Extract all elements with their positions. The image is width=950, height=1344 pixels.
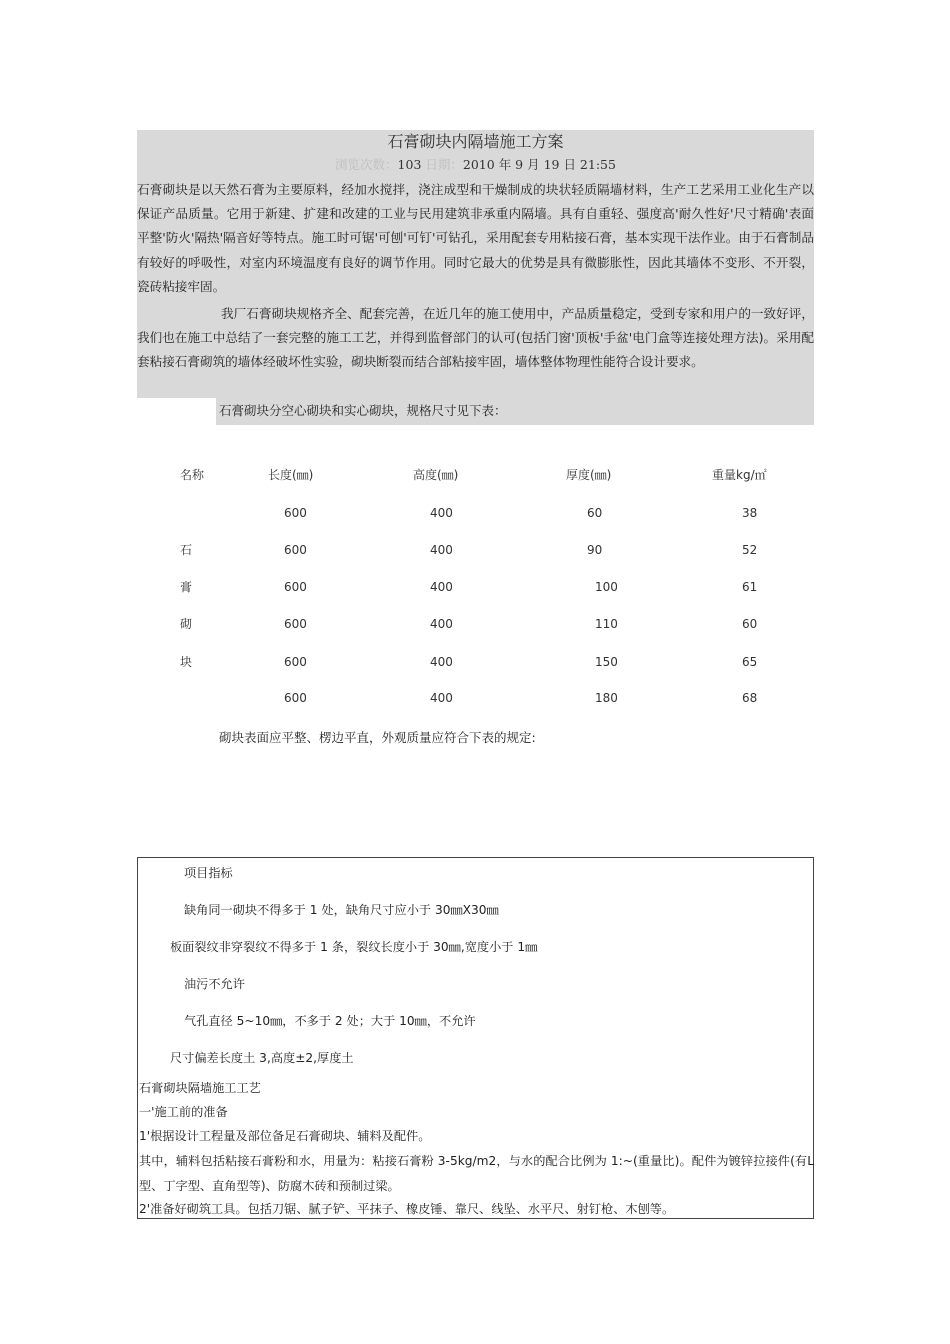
views-label: 浏览次数： — [335, 157, 398, 172]
spec-intro: 石膏砌块分空心砌块和实心砌块，规格尺寸见下表： — [219, 403, 507, 418]
quality-header: 项目指标 — [184, 866, 233, 880]
table-cell: 400 — [430, 543, 453, 557]
table-cell: 60 — [742, 617, 758, 631]
table-cell: 90 — [587, 543, 603, 557]
table-cell: 400 — [430, 655, 453, 669]
surface-note: 砌块表面应平整、楞边平直，外观质量应符合下表的规定: — [219, 730, 536, 745]
table-cell: 600 — [284, 506, 307, 520]
date-label: 日期： — [425, 157, 463, 172]
quality-box — [137, 857, 814, 1219]
table-cell: 65 — [742, 655, 758, 669]
name-char: 石 — [180, 543, 193, 557]
quality-item: 油污不允许 — [184, 977, 245, 991]
table-cell: 600 — [284, 580, 307, 594]
article-meta — [137, 156, 814, 174]
table-cell: 38 — [742, 506, 758, 520]
table-header-thickness: 厚度(㎜) — [566, 468, 612, 482]
table-cell: 52 — [742, 543, 758, 557]
name-char: 膏 — [180, 580, 193, 594]
table-cell: 600 — [284, 655, 307, 669]
name-char: 块 — [180, 655, 193, 669]
intro-paragraph: 石膏砌块是以天然石膏为主要原料，经加水搅拌，浇注成型和干燥制成的块状轻质隔墙材料，生产工艺采用工业化生产以保证产品质量。它用于新建、扩建和改建的工业与民用建筑非承重内隔墙。具有自重轻、强度高'耐久性好'尺寸精确'表面平整'防火'隔热'隔音好等特点。施工时可锯'可刨'可钉'可钻孔，采用配套专用粘接石膏，基本实现干法作业。由于石膏制品有较好的呼吸性，对室内环境温度有良好的调节作用。同时它最大的优势是具有微膨胀性，因此其墙体不变形、不开裂，瓷砖粘接牢固。 — [137, 182, 814, 294]
page-title: 石膏砌块内隔墙施工方案 — [387, 132, 564, 151]
table-header-name: 名称 — [180, 468, 205, 482]
step-heading: 一'施工前的准备 — [139, 1105, 228, 1119]
quality-item: 板面裂纹非穿裂纹不得多于 1 条，裂纹长度小于 30㎜,宽度小于 1㎜ — [170, 940, 538, 954]
quality-item: 气孔直径 5~10㎜，不多于 2 处；大于 10㎜，不允许 — [184, 1014, 476, 1028]
table-header-height: 高度(㎜) — [413, 468, 459, 482]
process-title: 石膏砌块隔墙施工工艺 — [139, 1081, 261, 1095]
table-cell: 400 — [430, 691, 453, 705]
table-cell: 600 — [284, 617, 307, 631]
factory-paragraph: 我厂石膏砌块规格齐全、配套完善，在近几年的施工使用中，产品质量稳定，受到专家和用户的一致好评，我们也在施工中总结了一套完整的施工工艺，并得到监督部门的认可(包括门窗'顶板'手盆'电门盒等连接处理方法)。采用配套粘接石膏砌筑的墙体经破坏性实验，砌块断裂而结合部粘接牢固，墙体整体物理性能符合设计要求。 — [137, 306, 814, 370]
table-cell: 110 — [595, 617, 618, 631]
table-header-weight: 重量kg/㎡ — [712, 468, 767, 482]
step-2: 2'准备好砌筑工具。包括刀锯、腻子铲、平抹子、橡皮锤、靠尺、线坠、水平尺、射钉枪、木刨等。 — [139, 1202, 675, 1216]
views-count: 103 — [397, 157, 422, 172]
table-header-length: 长度(㎜) — [268, 468, 314, 482]
table-cell: 600 — [284, 543, 307, 557]
table-cell: 400 — [430, 580, 453, 594]
table-cell: 400 — [430, 617, 453, 631]
quality-item: 缺角同一砌块不得多于 1 处，缺角尺寸应小于 30㎜X30㎜ — [184, 903, 499, 917]
table-cell: 60 — [587, 506, 603, 520]
table-cell: 180 — [595, 691, 618, 705]
table-cell: 400 — [430, 506, 453, 520]
quality-item: 尺寸偏差长度土 3,高度±2,厚度土 — [170, 1051, 354, 1065]
name-char: 砌 — [180, 617, 193, 631]
publish-date: 2010 年 9 月 19 日 21:55 — [462, 157, 616, 172]
table-cell: 68 — [742, 691, 758, 705]
table-cell: 100 — [595, 580, 618, 594]
table-cell: 600 — [284, 691, 307, 705]
table-cell: 150 — [595, 655, 618, 669]
table-cell: 61 — [742, 580, 758, 594]
step-1: 1'根据设计工程量及部位备足石膏砌块、辅料及配件。 — [139, 1129, 431, 1143]
step-1-detail: 其中，辅料包括粘接石膏粉和水，用量为：粘接石膏粉 3-5kg/m2，与水的配合比例为 1:~(重量比)。配件为镀锌拉接件(有L型、丁字型、直角型等)、防腐木砖和预制过梁。 — [139, 1154, 814, 1193]
